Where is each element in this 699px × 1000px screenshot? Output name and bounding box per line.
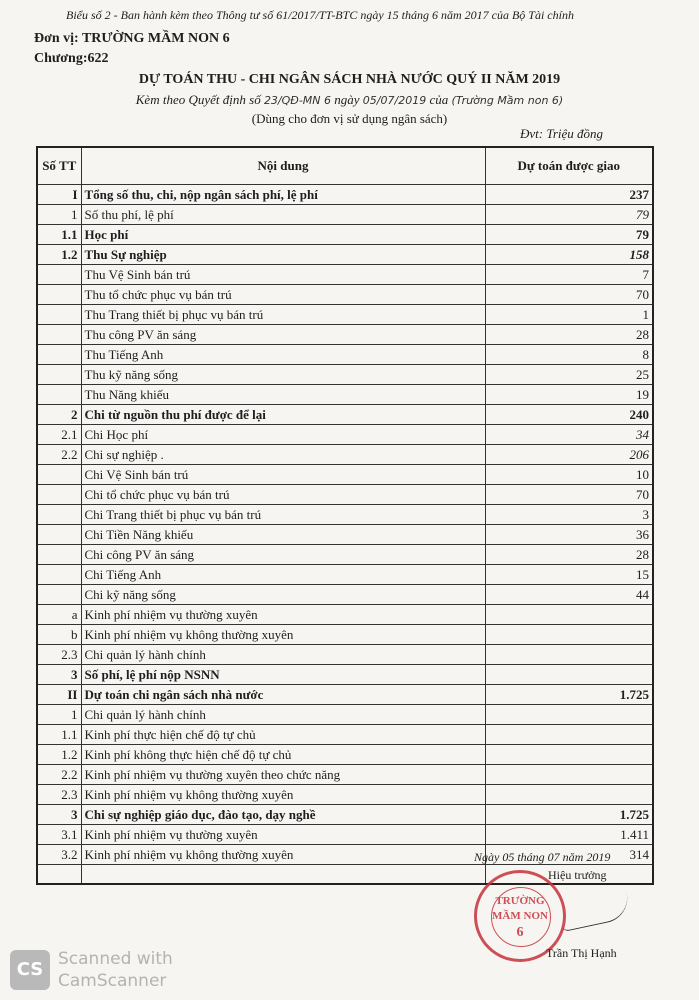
row-number (37, 545, 81, 565)
row-number (37, 585, 81, 605)
document-title: DỰ TOÁN THU - CHI NGÂN SÁCH NHÀ NƯỚC QUÝ II NĂM 2019 (138, 72, 561, 87)
row-number (37, 385, 81, 405)
table-row (37, 725, 653, 745)
chapter-code: Chương:622 (34, 51, 109, 66)
signing-date: Ngày 05 tháng 07 năm 2019 (474, 850, 611, 864)
row-content: Chi từ nguồn thu phí được để lại (81, 405, 485, 425)
row-content: Chi Vệ Sinh bán trú (81, 465, 485, 485)
table-row (37, 425, 653, 445)
row-content: Số phí, lệ phí nộp NSNN (81, 665, 485, 685)
row-number: 2.3 (37, 785, 81, 805)
stamp-line-1: TRƯỜNG (495, 895, 545, 907)
table-row (37, 665, 653, 685)
row-value: 314 (485, 845, 653, 865)
row-value: 19 (485, 385, 653, 405)
decision-prefix: Kèm theo Quyết định số (135, 92, 261, 107)
row-number: 2.1 (37, 425, 81, 445)
unit-name: Đơn vị: TRƯỜNG MẦM NON 6 (34, 31, 230, 46)
row-content: Thu Vệ Sinh bán trú (81, 265, 485, 285)
row-number: 1.1 (37, 725, 81, 745)
row-number: 1 (37, 705, 81, 725)
table-row (37, 365, 653, 385)
row-content: Kinh phí nhiệm vụ không thường xuyên (81, 845, 485, 865)
row-value: 25 (485, 365, 653, 385)
row-value: 15 (485, 565, 653, 585)
row-value: 28 (485, 545, 653, 565)
table-row (37, 325, 653, 345)
table-body (37, 185, 653, 865)
row-value (485, 725, 653, 745)
table-row (37, 825, 653, 845)
table-row (37, 225, 653, 245)
row-content: Kinh phí thực hiện chế độ tự chủ (81, 725, 485, 745)
stamp-line-3: 6 (516, 925, 524, 940)
row-number (37, 325, 81, 345)
row-value: 34 (485, 425, 653, 445)
row-number (37, 465, 81, 485)
row-value: 206 (485, 445, 653, 465)
table-row (37, 185, 653, 205)
table-row (37, 545, 653, 565)
row-content: Thu công PV ăn sáng (81, 325, 485, 345)
row-content: Dự toán chi ngân sách nhà nước (81, 685, 485, 705)
budget-table (36, 146, 654, 885)
decision-number: 23/QĐ-MN 6 (263, 94, 332, 107)
row-content: Chi kỹ năng sống (81, 585, 485, 605)
row-number: I (37, 185, 81, 205)
row-content: Tổng số thu, chi, nộp ngân sách phí, lệ phí (81, 185, 485, 205)
row-content: Chi quản lý hành chính (81, 645, 485, 665)
row-number: 3.1 (37, 825, 81, 845)
stamp-line-2: MẦM NON (492, 910, 548, 922)
table-row (37, 745, 653, 765)
row-value (485, 625, 653, 645)
table-row (37, 245, 653, 265)
row-number: 1.2 (37, 745, 81, 765)
table-row (37, 445, 653, 465)
row-content: Chi sự nghiệp . (81, 445, 485, 465)
table-row (37, 265, 653, 285)
row-value (485, 705, 653, 725)
table-row (37, 505, 653, 525)
row-content: Thu Tiếng Anh (81, 345, 485, 365)
table-row (37, 525, 653, 545)
row-number: 2 (37, 405, 81, 425)
row-value: 237 (485, 185, 653, 205)
decision-line (0, 92, 699, 108)
row-value: 240 (485, 405, 653, 425)
table-row (37, 465, 653, 485)
usage-note: (Dùng cho đơn vị sử dụng ngân sách) (251, 111, 448, 126)
watermark-line-2: CamScanner (58, 971, 167, 991)
decision-date: 05/07/2019 (362, 94, 427, 107)
row-number: 2.3 (37, 645, 81, 665)
table-row (37, 405, 653, 425)
legal-reference: Biểu số 2 - Ban hành kèm theo Thông tư số 61/2017/TT-BTC ngày 15 tháng 6 năm 2017 của Bộ Tài chính (66, 8, 574, 22)
row-number: 3 (37, 665, 81, 685)
row-number (37, 565, 81, 585)
row-number (37, 505, 81, 525)
table-row (37, 345, 653, 365)
row-number (37, 485, 81, 505)
row-content: Thu Sự nghiệp (81, 245, 485, 265)
row-content: Kinh phí nhiệm vụ thường xuyên (81, 825, 485, 845)
row-content: Số thu phí, lệ phí (81, 205, 485, 225)
row-number: 3.2 (37, 845, 81, 865)
table-row (37, 685, 653, 705)
row-number (37, 365, 81, 385)
row-value (485, 645, 653, 665)
row-content: Thu Năng khiếu (81, 385, 485, 405)
header-content: Nội dung (81, 147, 485, 185)
row-number: a (37, 605, 81, 625)
signer-title: Hiệu trưởng (548, 868, 607, 882)
row-value: 10 (485, 465, 653, 485)
row-value: 79 (485, 205, 653, 225)
row-content: Chi tổ chức phục vụ bán trú (81, 485, 485, 505)
decision-mid: ngày (334, 92, 360, 107)
row-value: 70 (485, 485, 653, 505)
row-number (37, 525, 81, 545)
row-content: Kinh phí nhiệm vụ không thường xuyên (81, 625, 485, 645)
row-content: Chi Học phí (81, 425, 485, 445)
row-value: 1.725 (485, 685, 653, 705)
row-content: Kinh phí nhiệm vụ thường xuyên (81, 605, 485, 625)
signer-name: Trần Thị Hạnh (546, 946, 617, 960)
row-content: Chi Trang thiết bị phục vụ bán trú (81, 505, 485, 525)
row-content: Thu Trang thiết bị phục vụ bán trú (81, 305, 485, 325)
row-value (485, 745, 653, 765)
row-number (37, 285, 81, 305)
row-value: 3 (485, 505, 653, 525)
row-value: 158 (485, 245, 653, 265)
row-number: II (37, 685, 81, 705)
row-number (37, 265, 81, 285)
table-row (37, 565, 653, 585)
row-value (485, 605, 653, 625)
row-content: Kinh phí không thực hiện chế độ tự chủ (81, 745, 485, 765)
row-content: Học phí (81, 225, 485, 245)
row-value: 44 (485, 585, 653, 605)
row-content: Kinh phí nhiệm vụ không thường xuyên (81, 785, 485, 805)
row-value: 28 (485, 325, 653, 345)
decision-issuer: (Trường Mầm non 6) (451, 94, 564, 107)
table-row (37, 625, 653, 645)
table-row (37, 205, 653, 225)
row-value: 1 (485, 305, 653, 325)
row-content: Thu tổ chức phục vụ bán trú (81, 285, 485, 305)
table-row (37, 585, 653, 605)
table-row (37, 485, 653, 505)
row-number (37, 345, 81, 365)
row-value: 1.725 (485, 805, 653, 825)
camscanner-logo-icon: CS (10, 950, 50, 990)
table-row (37, 305, 653, 325)
table-row (37, 785, 653, 805)
row-number: 1 (37, 205, 81, 225)
row-value (485, 765, 653, 785)
row-content: Kinh phí nhiệm vụ thường xuyên theo chức năng (81, 765, 485, 785)
row-number: b (37, 625, 81, 645)
row-content: Chi sự nghiệp giáo dục, đào tạo, dạy nghề (81, 805, 485, 825)
camscanner-watermark (58, 948, 173, 992)
table-row (37, 385, 653, 405)
handwritten-signature (558, 893, 632, 932)
table-row (37, 605, 653, 625)
row-number: 3 (37, 805, 81, 825)
table-row (37, 645, 653, 665)
row-content: Chi quản lý hành chính (81, 705, 485, 725)
row-value: 79 (485, 225, 653, 245)
row-content: Thu kỹ năng sống (81, 365, 485, 385)
row-number (37, 305, 81, 325)
row-value: 36 (485, 525, 653, 545)
table-row (37, 765, 653, 785)
table-header-row (37, 147, 653, 185)
row-value: 8 (485, 345, 653, 365)
row-value: 7 (485, 265, 653, 285)
header-value: Dự toán được giao (485, 147, 653, 185)
row-value (485, 785, 653, 805)
header-no: Số TT (37, 147, 81, 185)
row-value: 70 (485, 285, 653, 305)
table-row (37, 285, 653, 305)
currency-unit: Đvt: Triệu đồng (520, 126, 604, 141)
table-row (37, 805, 653, 825)
row-number: 1.2 (37, 245, 81, 265)
decision-of: của (429, 92, 449, 107)
row-content: Chi Tiền Năng khiếu (81, 525, 485, 545)
row-number: 1.1 (37, 225, 81, 245)
row-value (485, 665, 653, 685)
row-content: Chi công PV ăn sáng (81, 545, 485, 565)
row-number: 2.2 (37, 445, 81, 465)
row-value: 1.411 (485, 825, 653, 845)
watermark-line-1: Scanned with (58, 949, 173, 969)
row-content: Chi Tiếng Anh (81, 565, 485, 585)
table-row (37, 705, 653, 725)
row-number: 2.2 (37, 765, 81, 785)
